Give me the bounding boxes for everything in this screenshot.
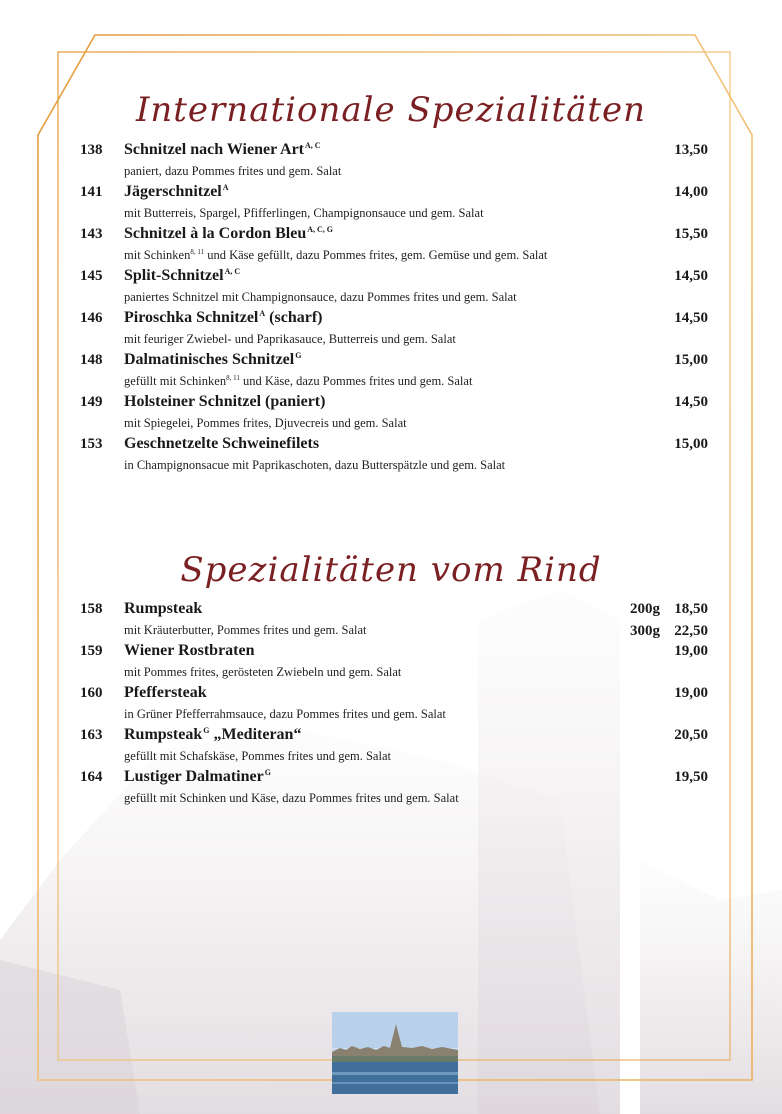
item-price: 14,50 — [674, 268, 708, 284]
item-name: Split-Schnitzel$^{A, C}$ — [124, 267, 241, 284]
menu-item — [80, 184, 710, 226]
item-number: 149 — [80, 394, 103, 410]
menu-item — [80, 352, 710, 394]
item-number: 145 — [80, 268, 103, 284]
item-name: Schnitzel nach Wiener Art$^{A, C}$ — [124, 141, 321, 158]
item-number: 160 — [80, 685, 103, 701]
item-price: 22,50 — [674, 623, 708, 639]
item-name: Wiener Rostbraten — [124, 642, 255, 659]
item-name: Geschnetzelte Schweinefilets — [124, 435, 320, 452]
item-description: gefüllt mit Schinken$^{8, 11}$ und Käse, dazu Pommes frites und gem. Salat — [124, 374, 473, 388]
item-description: mit Pommes frites, gerösteten Zwiebeln und gem. Salat — [124, 665, 402, 679]
item-description: gefüllt mit Schafskäse, Pommes frites und gem. Salat — [124, 749, 391, 763]
item-price: 18,50 — [674, 601, 708, 617]
item-name: Lustiger Dalmatiner$^G$ — [124, 768, 271, 785]
item-price: 15,00 — [674, 436, 708, 452]
menu-list-international — [80, 142, 710, 478]
item-description: paniertes Schnitzel mit Champignonsauce, dazu Pommes frites und gem. Salat — [124, 290, 517, 304]
menu-list-rind — [80, 601, 710, 811]
menu-item — [80, 268, 710, 310]
item-number: 153 — [80, 436, 103, 452]
item-name: Rumpsteak$^G$ „Mediteran“ — [124, 726, 302, 743]
item-description: mit Kräuterbutter, Pommes frites und gem. Salat — [124, 623, 367, 637]
item-description: in Champignonsacue mit Paprikaschoten, dazu Butterspätzle und gem. Salat — [124, 458, 506, 472]
item-number: 146 — [80, 310, 103, 326]
menu-item — [80, 142, 710, 184]
item-description: mit Butterreis, Spargel, Pfifferlingen, Champignonsauce und gem. Salat — [124, 206, 484, 220]
item-description: mit feuriger Zwiebel- und Paprikasauce, Butterreis und gem. Salat — [124, 332, 456, 346]
item-size: 300g — [630, 623, 660, 639]
menu-item — [80, 310, 710, 352]
item-price: 14,50 — [674, 310, 708, 326]
item-name: Jägerschnitzel$^A$ — [124, 183, 229, 200]
item-number: 138 — [80, 142, 103, 158]
harbour-photo-drawing — [332, 1012, 458, 1094]
item-price: 19,00 — [674, 643, 708, 659]
item-description: gefüllt mit Schinken und Käse, dazu Pommes frites und gem. Salat — [124, 791, 459, 805]
item-price: 15,50 — [674, 226, 708, 242]
item-name: Rumpsteak — [124, 600, 203, 617]
item-number: 163 — [80, 727, 103, 743]
section-title-rind: Spezialitäten vom Rind — [180, 550, 602, 590]
item-price: 20,50 — [674, 727, 708, 743]
item-price: 15,00 — [674, 352, 708, 368]
menu-item — [80, 769, 710, 811]
item-number: 158 — [80, 601, 103, 617]
item-price: 13,50 — [674, 142, 708, 158]
item-description: paniert, dazu Pommes frites und gem. Salat — [124, 164, 342, 178]
item-size: 200g — [630, 601, 660, 617]
menu-item — [80, 226, 710, 268]
item-name: Schnitzel à la Cordon Bleu$^{A, C, G}$ — [124, 225, 334, 242]
menu-item — [80, 727, 710, 769]
menu-item — [80, 601, 710, 643]
menu-item — [80, 394, 710, 436]
item-description: mit Spiegelei, Pommes frites, Djuvecreis und gem. Salat — [124, 416, 407, 430]
item-number: 148 — [80, 352, 103, 368]
item-number: 159 — [80, 643, 103, 659]
item-description: mit Schinken$^{8, 11}$ und Käse gefüllt, dazu Pommes frites, gem. Gemüse und gem. Salat — [124, 248, 548, 262]
item-price: 14,00 — [674, 184, 708, 200]
item-name: Dalmatinisches Schnitzel$^G$ — [124, 351, 302, 368]
harbour-photo — [332, 1012, 458, 1094]
menu-item — [80, 685, 710, 727]
menu-item — [80, 436, 710, 478]
section-title-international: Internationale Spezialitäten — [135, 90, 647, 130]
item-number: 143 — [80, 226, 103, 242]
menu-item — [80, 643, 710, 685]
item-name: Holsteiner Schnitzel (paniert) — [124, 393, 326, 410]
item-description: in Grüner Pfefferrahmsauce, dazu Pommes frites und gem. Salat — [124, 707, 446, 721]
item-number: 141 — [80, 184, 103, 200]
item-price: 14,50 — [674, 394, 708, 410]
item-price: 19,00 — [674, 685, 708, 701]
item-name: Piroschka Schnitzel$^A$ (scharf) — [124, 309, 323, 326]
item-price: 19,50 — [674, 769, 708, 785]
item-name: Pfeffersteak — [124, 684, 207, 701]
item-number: 164 — [80, 769, 103, 785]
